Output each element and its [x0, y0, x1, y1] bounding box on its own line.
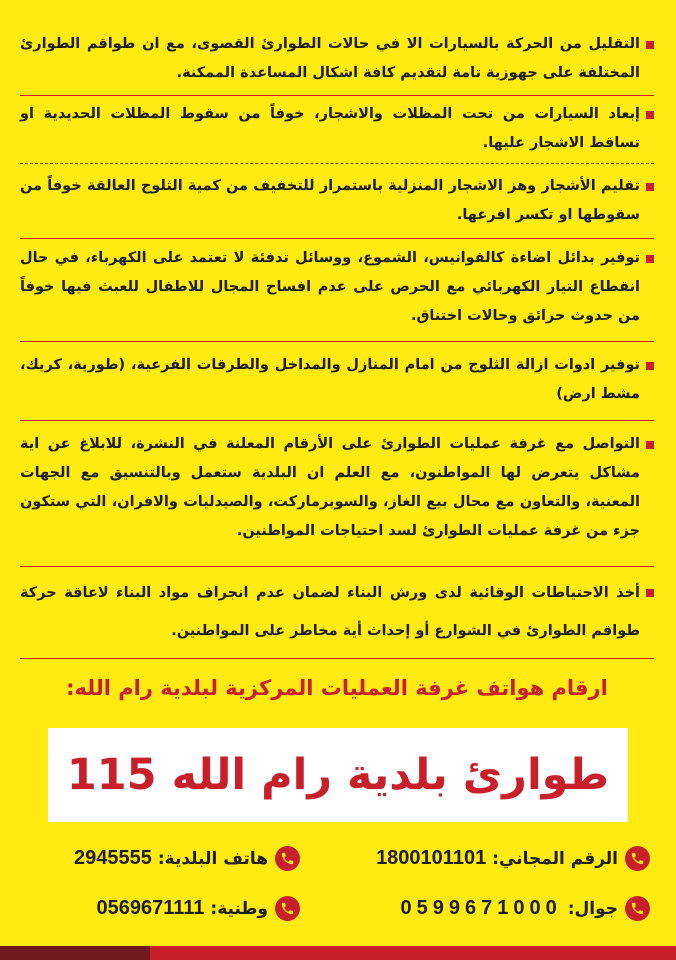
emergency-title: طوارئ بلدية رام الله 115 — [66, 750, 610, 800]
divider — [20, 658, 654, 659]
instruction-item-3 — [20, 172, 654, 230]
bullet-marker — [646, 255, 654, 263]
phone-number[interactable]: 0569671111 — [96, 897, 205, 919]
bullet-marker — [646, 589, 654, 597]
instruction-item-5 — [20, 351, 654, 409]
instruction-text: توفير بدائل اضاءة كالفوانيس، الشموع، ووسائل تدفئة لا تعتمد على الكهرباء، في حال انقطاع التيار الكهربائي مع الحرص على عدم افساح المجال للاطفال للعبث فيها خوفاً من حدوث حرائق وحالات اختناق. — [20, 250, 640, 324]
phone-entry-mobile — [400, 896, 650, 921]
phone-label: جوال: — [567, 898, 618, 919]
instruction-item-1 — [20, 30, 654, 88]
phone-number[interactable]: 0599671000 — [400, 897, 562, 919]
phone-number[interactable]: 1800101101 — [376, 847, 487, 869]
phone-label: هاتف البلدية: — [157, 848, 268, 869]
instruction-text: إبعاد السيارات من تحت المظلات والاشجار، خوفاً من سقوط المظلات الحديدية او تساقط الاشجار عليها. — [20, 106, 640, 151]
phone-number[interactable]: 2945555 — [74, 847, 152, 869]
phone-icon — [275, 896, 300, 921]
phone-icon — [625, 896, 650, 921]
phone-icon — [625, 846, 650, 871]
phone-label: وطنية: — [210, 898, 268, 919]
divider — [20, 163, 654, 164]
instruction-text: توفير ادوات ازالة الثلوج من امام المنازل والمداخل والطرقات الفرعية، (طورية، كريك، مشط ارض) — [20, 357, 640, 402]
bullet-marker — [646, 111, 654, 119]
divider — [20, 238, 654, 239]
divider — [20, 95, 654, 96]
bullet-marker — [646, 441, 654, 449]
bullet-marker — [646, 362, 654, 370]
instruction-item-4 — [20, 244, 654, 331]
divider — [20, 420, 654, 421]
phone-label: الرقم المجاني: — [492, 848, 618, 869]
instruction-text: تقليم الأشجار وهز الاشجار المنزلية باستمرار للتخفيف من كمية الثلوج العالقة خوفاً من سقوطها او تكسر افرعها. — [20, 178, 640, 223]
phones-heading: ارقام هواتف غرفة العمليات المركزية لبلدية رام الله: — [66, 676, 608, 700]
instruction-text: التقليل من الحركة بالسيارات الا في حالات الطوارئ القصوى، مع ان طواقم الطوارئ المختلفة على جهوزية تامة لتقديم كافة اشكال المساعدة الممكنة. — [20, 36, 640, 81]
phone-icon — [275, 846, 300, 871]
phone-entry-free — [376, 846, 650, 871]
instruction-text: التواصل مع غرفة عمليات الطوارئ على الأرقام المعلنة في النشرة، للابلاغ عن اية مشاكل يتعرض لها المواطنون، مع العلم ان البلدية ستعمل وبالتنسيق مع الجهات المعنية، والتعاون مع محال بيع الغاز، والسوبرماركت، والصيدليات والافران، التي ستكون جزء من غرفة عمليات الطوارئ لسد احتياجات المواطنين. — [20, 436, 640, 539]
bullet-marker — [646, 183, 654, 191]
divider — [20, 566, 654, 567]
bullet-marker — [646, 41, 654, 49]
instruction-text: أخذ الاحتياطات الوقائية لدى ورش البناء لضمان عدم انجراف مواد البناء لاعاقة حركة طواقم الطوارئ في الشوارع أو إحداث أية مخاطر على المواطنين. — [20, 585, 640, 639]
footer-stripe-dark — [0, 946, 150, 960]
emergency-panel — [48, 728, 628, 822]
phone-entry-wataniya — [97, 896, 301, 921]
instruction-item-6 — [20, 430, 654, 546]
instruction-item-2 — [20, 100, 654, 158]
instruction-item-7 — [20, 574, 654, 650]
phone-entry-municipality — [74, 846, 300, 871]
divider — [20, 341, 654, 342]
